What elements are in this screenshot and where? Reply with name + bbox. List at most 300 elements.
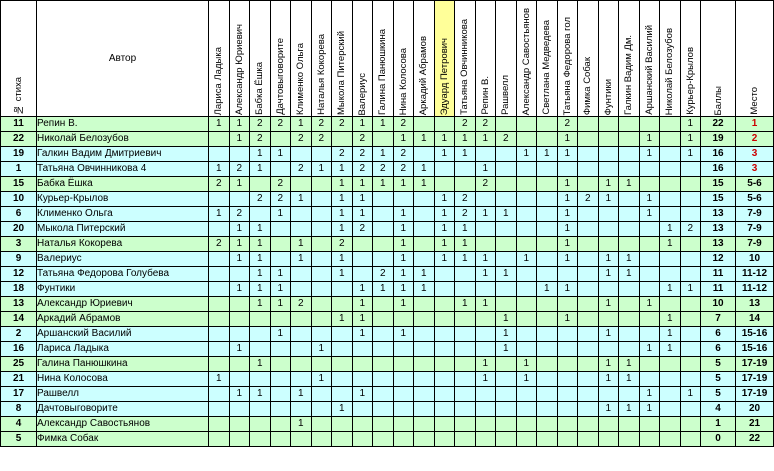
vote-cell xyxy=(660,357,681,372)
vote-cell xyxy=(598,207,619,222)
vote-cell: 1 xyxy=(229,282,250,297)
vote-cell xyxy=(516,342,537,357)
score-cell: 4 xyxy=(701,402,736,417)
vote-cell: 1 xyxy=(352,207,373,222)
voter-header: Фимка Собак xyxy=(578,1,599,117)
vote-cell: 1 xyxy=(414,267,435,282)
vote-cell xyxy=(250,177,271,192)
vote-cell xyxy=(291,432,312,447)
vote-cell: 1 xyxy=(332,177,353,192)
vote-cell: 1 xyxy=(352,117,373,132)
vote-cell xyxy=(619,297,640,312)
vote-cell xyxy=(455,417,476,432)
vote-cell: 1 xyxy=(680,387,701,402)
author-header: Автор xyxy=(37,1,209,117)
vote-cell: 2 xyxy=(455,117,476,132)
vote-cell xyxy=(516,132,537,147)
vote-cell xyxy=(455,282,476,297)
vote-cell xyxy=(352,252,373,267)
vote-cell xyxy=(578,162,599,177)
vote-cell: 1 xyxy=(352,282,373,297)
vote-cell: 2 xyxy=(311,132,332,147)
vote-cell xyxy=(475,327,496,342)
vote-cell xyxy=(557,162,578,177)
vote-cell xyxy=(537,237,558,252)
table-row xyxy=(1,312,774,327)
vote-cell xyxy=(475,402,496,417)
vote-cell: 1 xyxy=(475,252,496,267)
table-row xyxy=(1,342,774,357)
author-name: Галкин Вадим Дмитриевич xyxy=(37,147,209,162)
vote-cell: 1 xyxy=(352,312,373,327)
vote-cell xyxy=(352,402,373,417)
poem-number: 14 xyxy=(1,312,37,327)
vote-cell: 2 xyxy=(373,267,394,282)
vote-cell xyxy=(598,432,619,447)
vote-cell xyxy=(250,372,271,387)
vote-cell xyxy=(414,237,435,252)
vote-cell xyxy=(373,417,394,432)
vote-cell: 1 xyxy=(557,207,578,222)
vote-cell xyxy=(578,432,599,447)
vote-cell: 1 xyxy=(332,222,353,237)
author-name: Лариса Ладыка xyxy=(37,342,209,357)
vote-cell xyxy=(311,177,332,192)
vote-cell xyxy=(680,297,701,312)
vote-cell xyxy=(578,132,599,147)
vote-cell xyxy=(373,387,394,402)
voter-header: Мыкола Питерский xyxy=(332,1,353,117)
vote-cell xyxy=(598,147,619,162)
voter-header: Репин В. xyxy=(475,1,496,117)
author-name: Аркадий Абрамов xyxy=(37,312,209,327)
vote-cell: 1 xyxy=(557,222,578,237)
vote-cell: 1 xyxy=(557,192,578,207)
voter-header: Курьер-Крылов xyxy=(680,1,701,117)
author-name: Татьяна Овчинникова 4 xyxy=(37,162,209,177)
vote-cell xyxy=(598,237,619,252)
vote-cell xyxy=(639,357,660,372)
vote-cell xyxy=(619,147,640,162)
vote-cell xyxy=(455,267,476,282)
vote-cell xyxy=(660,117,681,132)
vote-cell xyxy=(516,207,537,222)
vote-cell: 1 xyxy=(598,177,619,192)
vote-cell: 1 xyxy=(598,357,619,372)
place-cell: 5-6 xyxy=(736,192,774,207)
vote-cell: 1 xyxy=(434,192,455,207)
vote-cell: 1 xyxy=(332,267,353,282)
poem-number: 20 xyxy=(1,222,37,237)
vote-cell xyxy=(373,357,394,372)
vote-cell: 1 xyxy=(250,357,271,372)
vote-cell xyxy=(291,402,312,417)
score-cell: 6 xyxy=(701,327,736,342)
vote-cell xyxy=(680,267,701,282)
vote-cell xyxy=(619,117,640,132)
vote-cell xyxy=(373,327,394,342)
vote-cell xyxy=(475,387,496,402)
vote-cell xyxy=(475,237,496,252)
vote-cell xyxy=(578,417,599,432)
place-cell: 3 xyxy=(736,147,774,162)
vote-cell xyxy=(373,237,394,252)
vote-cell: 1 xyxy=(229,342,250,357)
vote-cell: 1 xyxy=(270,282,291,297)
poem-number: 11 xyxy=(1,117,37,132)
vote-cell xyxy=(270,237,291,252)
vote-cell: 2 xyxy=(291,162,312,177)
vote-cell xyxy=(209,402,230,417)
vote-cell: 2 xyxy=(311,117,332,132)
vote-cell xyxy=(496,177,517,192)
place-cell: 11-12 xyxy=(736,267,774,282)
vote-cell xyxy=(660,402,681,417)
vote-cell xyxy=(557,402,578,417)
vote-cell: 1 xyxy=(455,147,476,162)
vote-cell: 2 xyxy=(291,297,312,312)
vote-cell xyxy=(496,357,517,372)
vote-cell xyxy=(414,402,435,417)
vote-cell xyxy=(537,417,558,432)
vote-cell xyxy=(680,162,701,177)
vote-cell xyxy=(270,312,291,327)
place-cell: 3 xyxy=(736,162,774,177)
vote-cell xyxy=(537,372,558,387)
voter-header: Лариса Ладыка xyxy=(209,1,230,117)
vote-cell xyxy=(496,147,517,162)
poem-number: 19 xyxy=(1,147,37,162)
vote-cell: 1 xyxy=(291,237,312,252)
vote-cell: 1 xyxy=(393,207,414,222)
vote-cell: 1 xyxy=(516,147,537,162)
vote-cell xyxy=(311,402,332,417)
score-cell: 16 xyxy=(701,162,736,177)
vote-cell: 1 xyxy=(434,252,455,267)
vote-cell xyxy=(414,417,435,432)
vote-cell: 1 xyxy=(250,222,271,237)
vote-cell xyxy=(414,432,435,447)
vote-cell xyxy=(680,177,701,192)
vote-cell: 1 xyxy=(352,387,373,402)
vote-cell xyxy=(209,132,230,147)
vote-cell xyxy=(537,207,558,222)
vote-cell xyxy=(373,297,394,312)
vote-cell xyxy=(680,312,701,327)
vote-cell xyxy=(291,147,312,162)
vote-cell: 1 xyxy=(250,267,271,282)
vote-cell xyxy=(373,402,394,417)
vote-cell: 2 xyxy=(352,222,373,237)
vote-cell: 1 xyxy=(516,357,537,372)
score-cell: 15 xyxy=(701,192,736,207)
vote-cell xyxy=(496,432,517,447)
vote-cell: 1 xyxy=(680,117,701,132)
vote-cell xyxy=(680,417,701,432)
vote-cell: 1 xyxy=(516,252,537,267)
num-header: № стиха xyxy=(1,1,37,117)
poem-number: 21 xyxy=(1,372,37,387)
vote-cell xyxy=(229,327,250,342)
vote-cell: 1 xyxy=(209,207,230,222)
author-name: Курьер-Крылов xyxy=(37,192,209,207)
voter-header: Аркадий Абрамов xyxy=(414,1,435,117)
vote-cell xyxy=(291,282,312,297)
author-name: Фимка Собак xyxy=(37,432,209,447)
vote-cell xyxy=(516,402,537,417)
vote-cell xyxy=(639,117,660,132)
vote-cell: 1 xyxy=(393,237,414,252)
voter-header: Аршанский Василий xyxy=(639,1,660,117)
vote-cell xyxy=(619,207,640,222)
vote-cell: 1 xyxy=(537,147,558,162)
vote-cell: 1 xyxy=(598,402,619,417)
voter-header: Александр Савостьянов xyxy=(516,1,537,117)
vote-cell xyxy=(496,372,517,387)
vote-cell xyxy=(393,372,414,387)
vote-cell xyxy=(619,417,640,432)
score-cell: 13 xyxy=(701,237,736,252)
vote-cell: 1 xyxy=(557,252,578,267)
vote-cell xyxy=(598,312,619,327)
vote-cell xyxy=(250,342,271,357)
vote-cell xyxy=(311,417,332,432)
vote-cell: 1 xyxy=(291,192,312,207)
vote-cell: 1 xyxy=(311,342,332,357)
vote-cell xyxy=(352,267,373,282)
table-row xyxy=(1,147,774,162)
vote-cell xyxy=(516,387,537,402)
vote-cell xyxy=(455,312,476,327)
vote-cell: 1 xyxy=(229,387,250,402)
vote-cell: 1 xyxy=(455,252,476,267)
vote-cell xyxy=(619,387,640,402)
poem-number: 16 xyxy=(1,342,37,357)
vote-cell xyxy=(537,387,558,402)
vote-cell xyxy=(434,357,455,372)
vote-cell xyxy=(414,207,435,222)
score-cell: 6 xyxy=(701,342,736,357)
vote-cell: 1 xyxy=(598,267,619,282)
vote-cell xyxy=(578,177,599,192)
vote-cell: 1 xyxy=(475,357,496,372)
vote-cell xyxy=(270,372,291,387)
score-cell: 5 xyxy=(701,372,736,387)
vote-cell: 1 xyxy=(332,207,353,222)
vote-cell: 1 xyxy=(434,147,455,162)
vote-cell xyxy=(291,372,312,387)
vote-cell xyxy=(270,162,291,177)
vote-cell xyxy=(332,297,353,312)
vote-cell xyxy=(598,387,619,402)
vote-cell xyxy=(291,357,312,372)
vote-cell xyxy=(680,207,701,222)
vote-cell xyxy=(578,282,599,297)
vote-cell xyxy=(680,237,701,252)
voter-header: Галина Панюшкина xyxy=(373,1,394,117)
vote-cell xyxy=(393,417,414,432)
vote-cell xyxy=(619,342,640,357)
author-name: Валериус xyxy=(37,252,209,267)
vote-cell xyxy=(250,417,271,432)
score-cell: 15 xyxy=(701,177,736,192)
author-name: Николай Белозубов xyxy=(37,132,209,147)
vote-cell: 1 xyxy=(619,177,640,192)
vote-cell: 1 xyxy=(291,252,312,267)
vote-cell xyxy=(516,267,537,282)
vote-cell xyxy=(578,207,599,222)
vote-cell xyxy=(393,342,414,357)
vote-cell: 1 xyxy=(639,402,660,417)
header-row xyxy=(1,1,774,117)
table-row xyxy=(1,177,774,192)
vote-cell xyxy=(434,312,455,327)
vote-cell xyxy=(557,357,578,372)
voter-header: Нина Колосова xyxy=(393,1,414,117)
vote-cell xyxy=(537,357,558,372)
table-row xyxy=(1,267,774,282)
vote-cell xyxy=(639,162,660,177)
vote-cell xyxy=(434,282,455,297)
author-name: Нина Колосова xyxy=(37,372,209,387)
vote-cell: 2 xyxy=(270,192,291,207)
vote-cell xyxy=(516,297,537,312)
vote-cell xyxy=(434,162,455,177)
vote-cell xyxy=(578,357,599,372)
vote-cell xyxy=(209,342,230,357)
vote-cell xyxy=(660,387,681,402)
score-cell: 11 xyxy=(701,267,736,282)
vote-cell xyxy=(332,432,353,447)
place-cell: 20 xyxy=(736,402,774,417)
vote-cell xyxy=(619,237,640,252)
vote-cell: 1 xyxy=(373,282,394,297)
score-cell: 7 xyxy=(701,312,736,327)
vote-cell xyxy=(578,117,599,132)
vote-cell xyxy=(598,162,619,177)
vote-cell xyxy=(311,282,332,297)
voter-header: Фунтики xyxy=(598,1,619,117)
vote-cell xyxy=(537,402,558,417)
vote-cell: 1 xyxy=(250,282,271,297)
vote-cell xyxy=(414,342,435,357)
vote-cell: 1 xyxy=(660,312,681,327)
table-row xyxy=(1,432,774,447)
vote-cell: 1 xyxy=(598,297,619,312)
vote-cell: 2 xyxy=(455,207,476,222)
vote-cell xyxy=(537,162,558,177)
vote-cell xyxy=(516,177,537,192)
vote-cell xyxy=(639,372,660,387)
vote-cell: 1 xyxy=(291,417,312,432)
vote-cell: 1 xyxy=(660,282,681,297)
voter-header: Рашвелл xyxy=(496,1,517,117)
poem-number: 18 xyxy=(1,282,37,297)
vote-cell xyxy=(496,117,517,132)
vote-cell: 1 xyxy=(639,132,660,147)
vote-cell xyxy=(332,372,353,387)
vote-cell xyxy=(229,312,250,327)
vote-cell: 1 xyxy=(373,147,394,162)
vote-cell xyxy=(537,312,558,327)
table-row xyxy=(1,252,774,267)
voter-header: Бабка Ёшка xyxy=(250,1,271,117)
table-row xyxy=(1,192,774,207)
vote-cell xyxy=(332,342,353,357)
vote-cell: 1 xyxy=(291,387,312,402)
voter-header: Валериус xyxy=(352,1,373,117)
vote-cell: 1 xyxy=(619,372,640,387)
score-cell: 10 xyxy=(701,297,736,312)
vote-cell xyxy=(496,192,517,207)
vote-cell xyxy=(373,192,394,207)
poem-number: 6 xyxy=(1,207,37,222)
place-cell: 1 xyxy=(736,117,774,132)
poem-number: 9 xyxy=(1,252,37,267)
poem-number: 12 xyxy=(1,267,37,282)
vote-cell: 1 xyxy=(557,132,578,147)
vote-cell xyxy=(660,417,681,432)
vote-cell xyxy=(332,327,353,342)
vote-cell xyxy=(393,357,414,372)
score-cell: 13 xyxy=(701,207,736,222)
vote-cell xyxy=(475,222,496,237)
vote-cell xyxy=(516,117,537,132)
vote-cell: 1 xyxy=(291,117,312,132)
table-row xyxy=(1,417,774,432)
vote-cell xyxy=(291,267,312,282)
vote-cell xyxy=(229,402,250,417)
vote-cell: 1 xyxy=(455,297,476,312)
vote-cell xyxy=(578,222,599,237)
vote-cell xyxy=(537,327,558,342)
vote-cell: 1 xyxy=(393,327,414,342)
vote-cell xyxy=(516,222,537,237)
score-cell: 19 xyxy=(701,132,736,147)
vote-cell: 1 xyxy=(311,162,332,177)
voter-header: Татьяна Овчинникова xyxy=(455,1,476,117)
table-row xyxy=(1,282,774,297)
vote-cell: 1 xyxy=(250,237,271,252)
vote-cell: 1 xyxy=(311,372,332,387)
vote-cell: 1 xyxy=(639,192,660,207)
score-cell: 5 xyxy=(701,387,736,402)
vote-cell: 1 xyxy=(414,177,435,192)
vote-cell xyxy=(311,267,332,282)
vote-cell: 1 xyxy=(475,372,496,387)
table-row xyxy=(1,117,774,132)
vote-cell: 2 xyxy=(578,192,599,207)
vote-cell xyxy=(639,222,660,237)
author-name: Татьяна Федорова Голубева xyxy=(37,267,209,282)
vote-cell xyxy=(537,117,558,132)
vote-cell xyxy=(557,417,578,432)
vote-cell xyxy=(598,222,619,237)
vote-cell xyxy=(496,282,517,297)
vote-cell: 1 xyxy=(660,222,681,237)
vote-cell xyxy=(373,372,394,387)
vote-cell: 1 xyxy=(537,282,558,297)
score-cell: 16 xyxy=(701,147,736,162)
vote-cell xyxy=(393,312,414,327)
vote-cell: 1 xyxy=(332,312,353,327)
vote-cell xyxy=(455,327,476,342)
vote-cell xyxy=(393,192,414,207)
vote-cell xyxy=(332,387,353,402)
vote-cell xyxy=(557,327,578,342)
vote-cell: 1 xyxy=(516,372,537,387)
voter-header: Клименко Ольга xyxy=(291,1,312,117)
